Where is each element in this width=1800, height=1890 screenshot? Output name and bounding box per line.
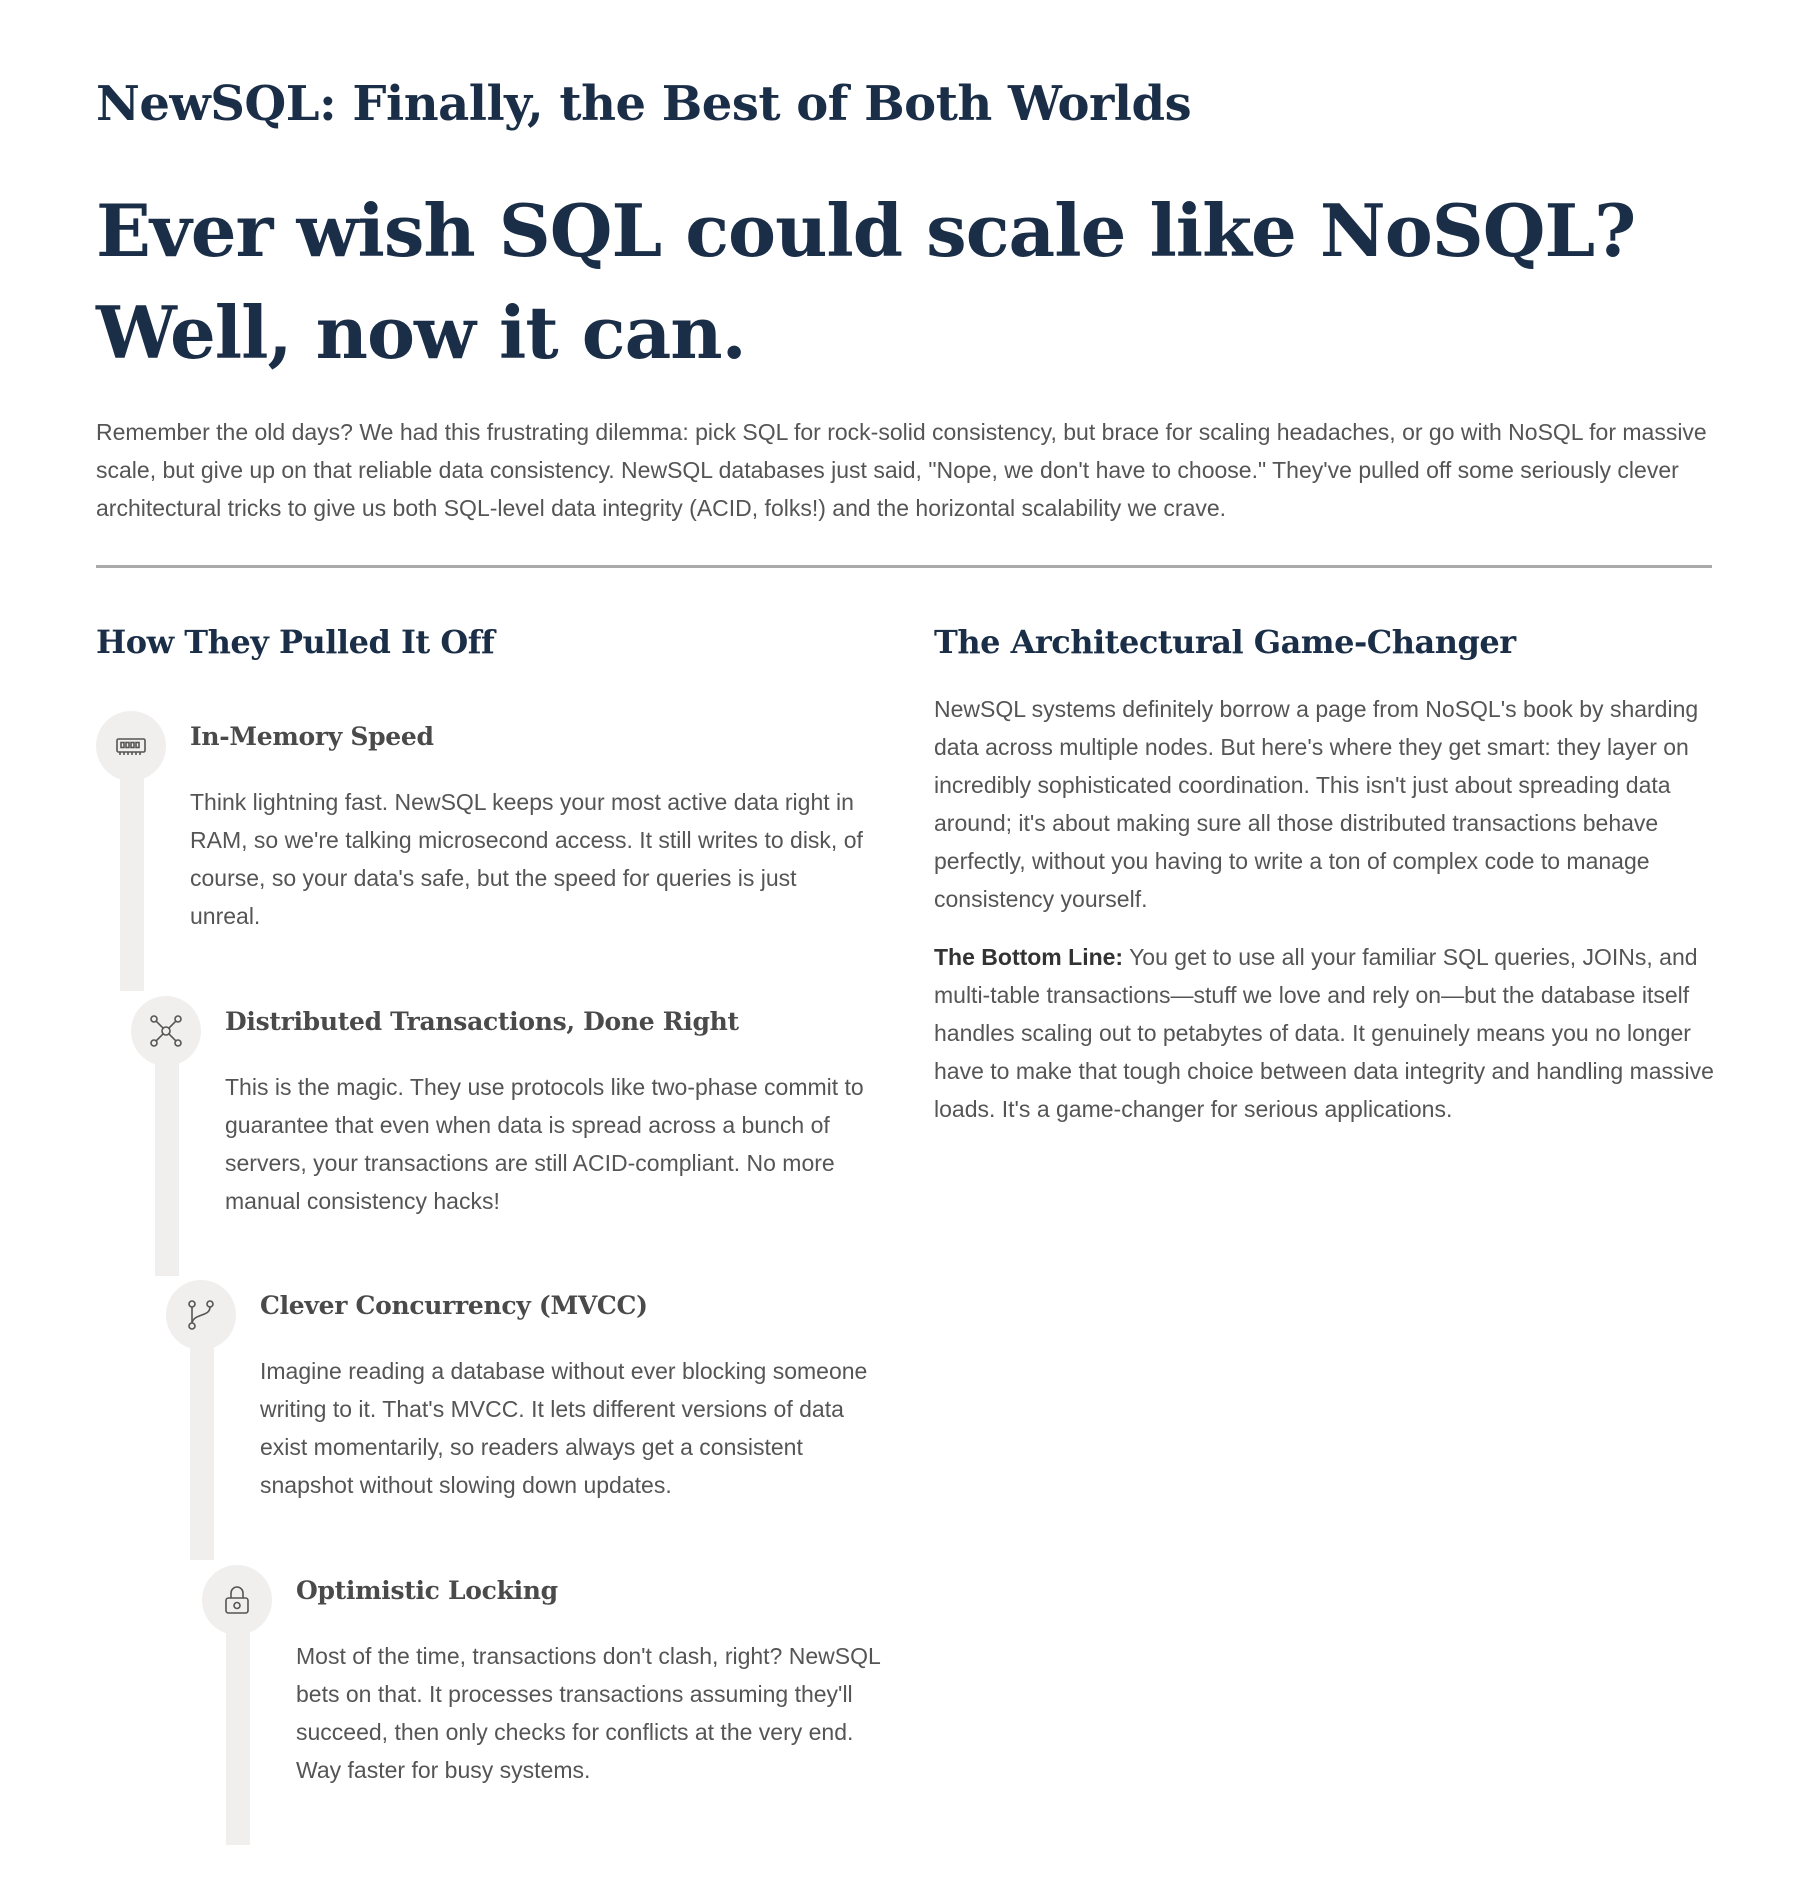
- feature-bar: [155, 1036, 179, 1276]
- branch-icon: [183, 1297, 219, 1333]
- feature-icon-circle: [166, 1280, 236, 1350]
- section-divider: [96, 565, 1712, 568]
- right-column: [934, 690, 1714, 1148]
- architecture-paragraph: NewSQL systems definitely borrow a page from NoSQL's book by sharding data across multiple nodes. But here's where they get smart: they layer on incredibly sophisticated coordination. This isn't just about spreading data around; it's about making sure all those distributed transactions behave perfectly, without you having to write a ton of complex code to manage consistency yourself.: [934, 696, 1699, 912]
- left-section-title: How They Pulled It Off: [96, 623, 495, 661]
- feature-bar: [190, 1320, 214, 1560]
- feature-bar: [120, 751, 144, 991]
- right-section-title: The Architectural Game-Changer: [934, 623, 1516, 661]
- bottom-line-paragraph: [934, 938, 1714, 1128]
- intro-paragraph: Remember the old days? We had this frustrating dilemma: pick SQL for rock-solid consistency, but brace for scaling headaches, or go with NoSQL for massive scale, but give up on that reliable data consistency. NewSQL databases just said, "Nope, we don't have to choose." They've pulled off some seriously clever architectural tricks to give us both SQL-level data integrity (ACID, folks!) and the horizontal scalability we crave.: [96, 419, 1707, 521]
- feature-body: Think lightning fast. NewSQL keeps your most active data right in RAM, so we're talking microsecond access. It still writes to disk, of course, so your data's safe, but the speed for queries is just unreal.: [190, 789, 863, 929]
- memory-icon: [113, 728, 149, 764]
- bottom-line-text: You get to use all your familiar SQL queries, JOINs, and multi-table transactions—stuff we love and rely on—but the database itself handles scaling out to petabytes of data. It genuinely means you no longer have to make that tough choice between data integrity and handling massive loads. It's a game-changer for serious applications.: [934, 944, 1714, 1122]
- feature-body: Most of the time, transactions don't clash, right? NewSQL bets on that. It processes transactions assuming they'll succeed, then only checks for conflicts at the very end. Way faster for busy systems.: [296, 1643, 880, 1783]
- lock-icon: [219, 1582, 255, 1618]
- feature-icon-circle: [202, 1565, 272, 1635]
- feature-body: Imagine reading a database without ever blocking someone writing to it. That's MVCC. It lets different versions of data exist momentarily, so readers always get a consistent snapshot without slowing down updates.: [260, 1358, 868, 1498]
- feature-title: Optimistic Locking: [296, 1576, 558, 1605]
- network-icon: [148, 1013, 184, 1049]
- kicker-title: NewSQL: Finally, the Best of Both Worlds: [96, 76, 1192, 132]
- feature-title: Distributed Transactions, Done Right: [225, 1007, 739, 1036]
- feature-title: Clever Concurrency (MVCC): [260, 1291, 648, 1320]
- feature-icon-circle: [131, 996, 201, 1066]
- bottom-line-label: The Bottom Line:: [934, 944, 1124, 970]
- feature-title: In-Memory Speed: [190, 722, 434, 751]
- feature-body: This is the magic. They use protocols like two-phase commit to guarantee that even when data is spread across a bunch of servers, your transactions are still ACID-compliant. No more manual consistency hacks!: [225, 1074, 864, 1214]
- feature-icon-circle: [96, 711, 166, 781]
- feature-bar: [226, 1605, 250, 1845]
- page-headline: Ever wish SQL could scale like NoSQL? Well, now it can.: [96, 188, 1636, 375]
